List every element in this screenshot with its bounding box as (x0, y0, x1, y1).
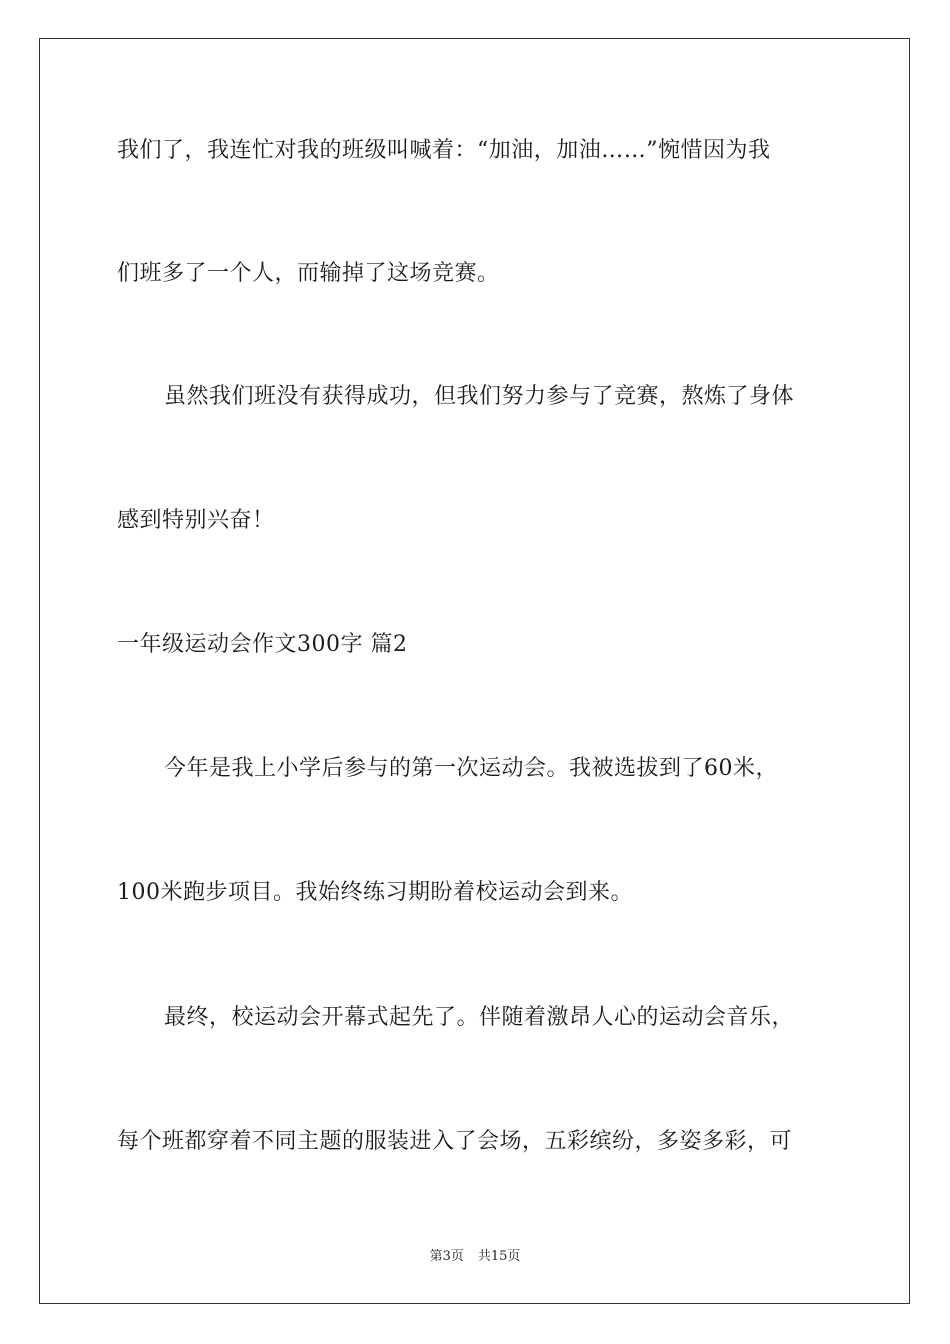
body-text-line: 们班多了一个人，而输掉了这场竞赛。 (117, 261, 500, 286)
body-paragraph-start: 最终，校运动会开幕式起先了。伴随着激昂人心的运动会音乐， (164, 1005, 795, 1030)
page-total: 共15页 (477, 1249, 521, 1264)
body-text-line: 100米跑步项目。我始终练习期盼着校运动会到来。 (117, 880, 633, 905)
page-footer (0, 1249, 950, 1265)
page-border (39, 38, 910, 1304)
body-text-line: 每个班都穿着不同主题的服装进入了会场，五彩缤纷，多姿多彩，可 (117, 1129, 793, 1154)
body-text-line: 我们了，我连忙对我的班级叫喊着：“加油，加油……”惋惜因为我 (117, 138, 771, 163)
body-paragraph-start: 今年是我上小学后参与的第一次运动会。我被选拔到了60米， (164, 756, 778, 781)
page-number: 第3页 (429, 1249, 464, 1264)
body-text-line: 感到特别兴奋！ (117, 508, 275, 533)
section-heading: 一年级运动会作文300字 篇2 (117, 632, 408, 657)
body-paragraph-start: 虽然我们班没有获得成功，但我们努力参与了竞赛，熬炼了身体 (164, 384, 795, 409)
